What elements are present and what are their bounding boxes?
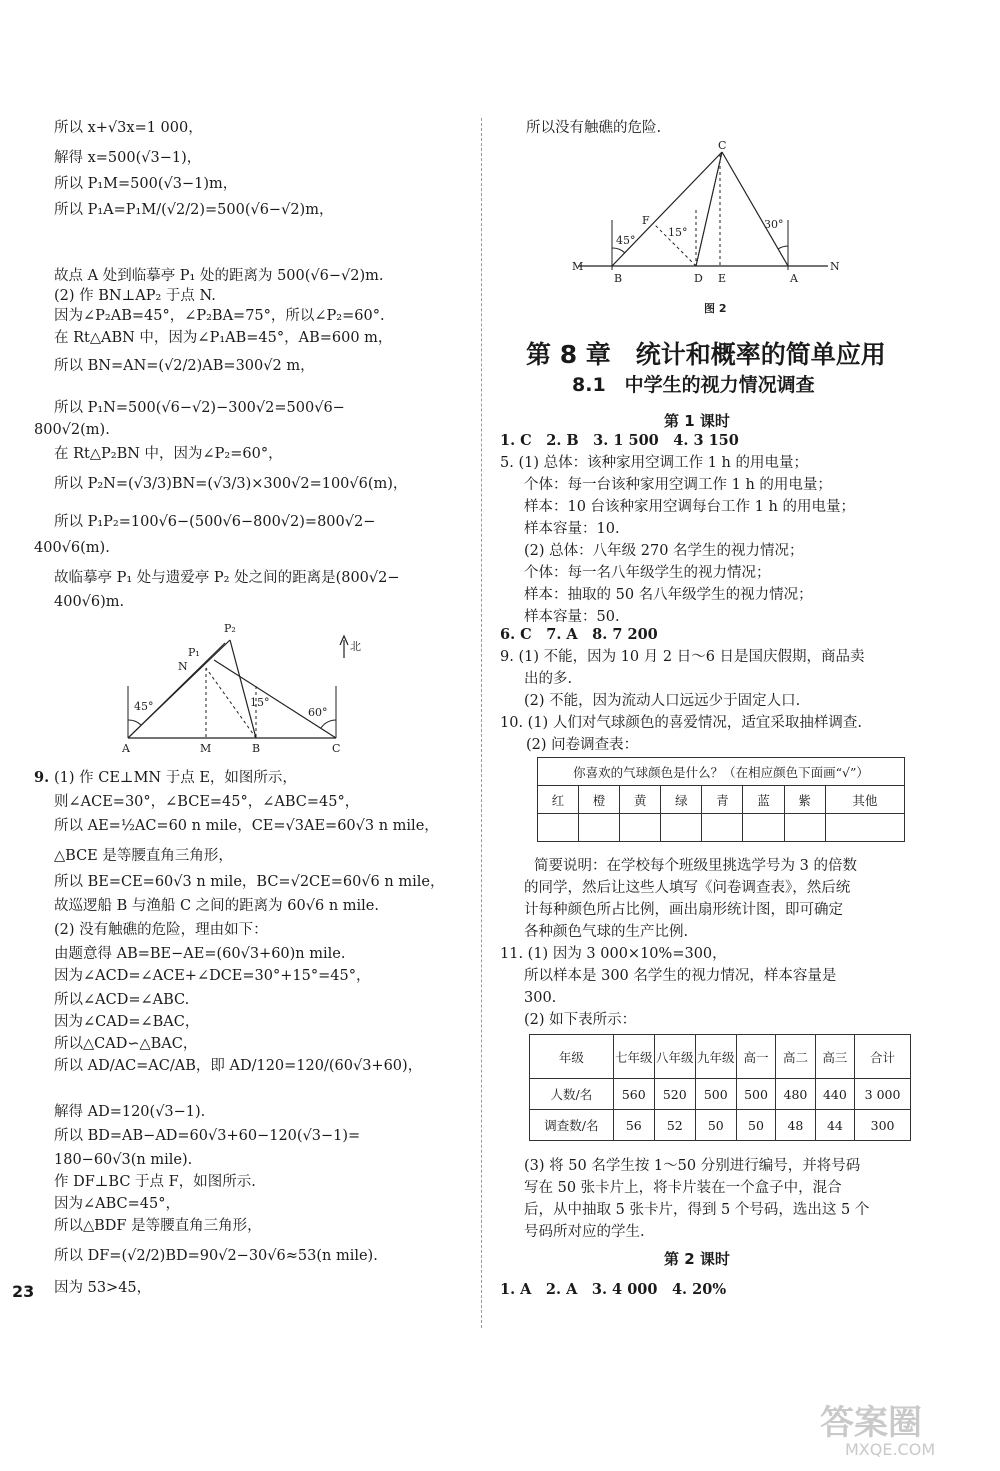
- lesson-2-answers: 1. A 2. A 3. 4 000 4. 20%: [500, 1281, 727, 1298]
- q9-solution-line: 则∠ACE=30°，∠BCE=45°，∠ABC=45°，: [54, 794, 360, 810]
- fig2-E: E: [718, 272, 727, 285]
- color-cell: 其他: [825, 786, 904, 814]
- q9-solution-line: 因为∠ACD=∠ACE+∠DCE=30°+15°=45°，: [54, 968, 371, 984]
- fig1-north: 北: [350, 640, 361, 653]
- grade-header-cell: 高二: [776, 1035, 815, 1079]
- grade-cell: 50: [695, 1110, 736, 1141]
- grade-cell: 52: [654, 1110, 695, 1141]
- solution-line: 故临摹亭 P₁ 处与遗爱亭 P₂ 处之间的距离是(800√2−: [54, 570, 400, 586]
- q5-line: 个体：每一名八年级学生的视力情况；: [524, 565, 771, 581]
- q9-solution-line: 所以 BE=CE=60√3 n mile，BC=√2CE=60√6 n mile，: [54, 874, 445, 890]
- grade-cell: 480: [776, 1079, 815, 1110]
- grade-cell: 560: [613, 1079, 654, 1110]
- q10-line: (2) 问卷调查表：: [526, 737, 639, 753]
- color-cell: 紫: [784, 786, 825, 814]
- q10-note-line: 计每种颜色所占比例，画出扇形统计图，即可确定: [524, 902, 843, 918]
- q9-solution-line: 所以△CAD∽△BAC，: [54, 1036, 198, 1052]
- q10-line: 10. (1) 人们对气球颜色的喜爱情况，适宜采取抽样调查.: [500, 715, 862, 731]
- q9-solution-line: △BCE 是等腰直角三角形，: [54, 848, 233, 864]
- solution-line: 400√6(m).: [34, 540, 110, 556]
- fig1-angle15: 15°: [250, 696, 270, 709]
- fig1-P2: P₂: [224, 622, 236, 635]
- fig1-N: N: [178, 660, 188, 673]
- fig2-N: N: [830, 260, 840, 273]
- solution-line: 所以 x+√3x=1 000，: [54, 120, 203, 136]
- answer-cell: [784, 814, 825, 842]
- q9-solution-line: 所以∠ACD=∠ABC.: [54, 992, 190, 1008]
- q5-line: 个体：每一台该种家用空调工作 1 h 的用电量；: [524, 477, 832, 493]
- answer-cell: [825, 814, 904, 842]
- fig1-B: B: [252, 742, 261, 755]
- answer-cell: [538, 814, 579, 842]
- q9-line: 9. (1) 不能，因为 10 月 2 日～6 日是国庆假期，商品卖: [500, 649, 865, 665]
- fig1-M: M: [200, 742, 212, 755]
- answer-cell: [743, 814, 784, 842]
- q5-line: 样本容量：10.: [524, 521, 620, 537]
- grade-cell: 56: [613, 1110, 654, 1141]
- fig2-C: C: [718, 140, 727, 152]
- answer-cell: [661, 814, 702, 842]
- q10-note-line: 各种颜色气球的生产比例.: [524, 924, 689, 940]
- chapter-title: 第 8 章 统计和概率的简单应用: [526, 340, 886, 369]
- q11-line: 11. (1) 因为 3 000×10%=300，: [500, 946, 727, 962]
- q9-solution-line: 所以△BDF 是等腰直角三角形，: [54, 1218, 262, 1234]
- fig2-M: M: [572, 260, 584, 273]
- figure-2: [570, 140, 850, 320]
- q10-note-line: 简要说明：在学校每个班级里挑选学号为 3 的倍数: [534, 858, 857, 874]
- grade-cell: 500: [695, 1079, 736, 1110]
- grade-header-cell: 八年级: [654, 1035, 695, 1079]
- grade-cell: 50: [736, 1110, 775, 1141]
- solution-line: 所以 P₂N=(√3/3)BN=(√3/3)×300√2=100√6(m)，: [54, 476, 408, 492]
- solution-line: 所以 P₁N=500(√6−√2)−300√2=500√6−: [54, 400, 345, 416]
- fig2-A: A: [790, 272, 798, 285]
- grade-header-cell: 高三: [815, 1035, 854, 1079]
- section-title: 8.1 中学生的视力情况调查: [572, 374, 815, 396]
- solution-line: 所以 BN=AN=(√2/2)AB=300√2 m，: [54, 358, 315, 374]
- grade-cell: 人数/名: [530, 1079, 614, 1110]
- q5-line: 样本：10 台该种家用空调每台工作 1 h 的用电量；: [524, 499, 855, 515]
- answers-6-8: 6. C 7. A 8. 7 200: [500, 626, 658, 643]
- solution-line: 在 Rt△P₂BN 中，因为∠P₂=60°，: [54, 446, 283, 462]
- solution-line: 因为∠P₂AB=45°，∠P₂BA=75°，所以∠P₂=60°.: [54, 308, 385, 324]
- answers-1-4: 1. C 2. B 3. 1 500 4. 3 150: [500, 432, 739, 449]
- question-number: 9.: [34, 769, 50, 786]
- color-cell: 黄: [620, 786, 661, 814]
- grade-cell: 调查数/名: [530, 1110, 614, 1141]
- solution-line: 400√6)m.: [54, 594, 125, 610]
- solution-line: 在 Rt△ABN 中，因为∠P₁AB=45°，AB=600 m，: [54, 330, 393, 346]
- solution-line: 所以 P₁M=500(√3−1)m，: [54, 176, 238, 192]
- color-cell: 绿: [661, 786, 702, 814]
- solution-line: (2) 作 BN⊥AP₂ 于点 N.: [54, 288, 216, 304]
- q11-part3-line: 号码所对应的学生.: [524, 1224, 645, 1240]
- q5-line: 样本：抽取的 50 名八年级学生的视力情况；: [524, 587, 813, 603]
- q9-solution-line: 因为∠CAD=∠BAC，: [54, 1014, 200, 1030]
- fig1-angle60: 60°: [308, 706, 328, 719]
- q11-part3-line: 写在 50 张卡片上，将卡片装在一个盒子中，混合: [524, 1180, 842, 1196]
- fig2-caption: 图 2: [704, 302, 727, 315]
- solution-line: 解得 x=500(√3−1)，: [54, 150, 202, 166]
- grade-cell: 48: [776, 1110, 815, 1141]
- grade-cell: 3 000: [855, 1079, 911, 1110]
- fig2-angle15: 15°: [668, 226, 688, 239]
- q11-part3-line: (3) 将 50 名学生按 1～50 分别进行编号，并将号码: [524, 1158, 861, 1174]
- q9-line: 出的多.: [524, 671, 573, 687]
- lesson-1-title: 第 1 课时: [664, 412, 730, 430]
- fig2-angle45: 45°: [616, 234, 636, 247]
- q9-solution-line: 故巡逻船 B 与渔船 C 之间的距离为 60√6 n mile.: [54, 898, 379, 914]
- solution-line: 所以 P₁A=P₁M/(√2/2)=500(√6−√2)m，: [54, 202, 334, 218]
- survey-header: 你喜欢的气球颜色是什么？（在相应颜色下面画“√”）: [538, 758, 905, 786]
- color-cell: 蓝: [743, 786, 784, 814]
- answer-cell: [702, 814, 743, 842]
- q9-solution-line: 所以 AD/AC=AC/AB，即 AD/120=120/(60√3+60)，: [54, 1058, 423, 1074]
- fig1-C: C: [332, 742, 341, 755]
- q5-line: 样本容量：50.: [524, 609, 620, 625]
- q9-solution-line: 因为 53>45，: [54, 1280, 152, 1296]
- q9-solution-line: (2) 没有触礁的危险，理由如下：: [54, 922, 268, 938]
- grade-cell: 440: [815, 1079, 854, 1110]
- fig1-P1: P₁: [188, 646, 200, 659]
- answer-cell: [620, 814, 661, 842]
- grade-cell: 300: [855, 1110, 911, 1141]
- solution-line: 800√2(m).: [34, 422, 110, 438]
- grade-header-cell: 九年级: [695, 1035, 736, 1079]
- grade-cell: 500: [736, 1079, 775, 1110]
- q9-solution-line: 由题意得 AB=BE−AE=(60√3+60)n mile.: [54, 946, 346, 962]
- solution-line: 所以 P₁P₂=100√6−(500√6−800√2)=800√2−: [54, 514, 376, 530]
- q9-line: (2) 不能，因为流动人口远远少于固定人口.: [524, 693, 801, 709]
- q11-line: 300.: [524, 990, 557, 1006]
- watermark-logo: 答案圈: [820, 1403, 922, 1443]
- color-cell: 青: [702, 786, 743, 814]
- q9-solution-line: 解得 AD=120(√3−1).: [54, 1104, 206, 1120]
- page-number: 23: [12, 1282, 35, 1301]
- q9-solution-line: 180−60√3(n mile).: [54, 1152, 193, 1168]
- color-cell: 橙: [579, 786, 620, 814]
- fig2-angle30: 30°: [764, 218, 784, 231]
- q11-part3-line: 后，从中抽取 5 张卡片，得到 5 个号码，选出这 5 个: [524, 1202, 870, 1218]
- solution-line: 故点 A 处到临摹亭 P₁ 处的距离为 500(√6−√2)m.: [54, 268, 384, 284]
- grade-header-cell: 七年级: [613, 1035, 654, 1079]
- q9-solution-line: 所以 AE=½AC=60 n mile，CE=√3AE=60√3 n mile，: [54, 818, 439, 834]
- grade-table: [529, 1034, 911, 1141]
- watermark-url: MXQE.COM: [845, 1440, 936, 1459]
- q9-solution-line: 因为∠ABC=45°，: [54, 1196, 180, 1212]
- q11-line: 所以样本是 300 名学生的视力情况，样本容量是: [524, 968, 837, 984]
- color-cell: 红: [538, 786, 579, 814]
- grade-header-cell: 年级: [530, 1035, 614, 1079]
- grade-header-cell: 合计: [855, 1035, 911, 1079]
- fig2-B: B: [614, 272, 623, 285]
- q9-solution-line: 所以 BD=AB−AD=60√3+60−120(√3−1)=: [54, 1128, 361, 1144]
- grade-header-cell: 高一: [736, 1035, 775, 1079]
- q9-solution-line: (1) 作 CE⊥MN 于点 E，如图所示，: [54, 770, 297, 786]
- q11-line: (2) 如下表所示：: [524, 1012, 637, 1028]
- right-top-line: 所以没有触礁的危险.: [526, 120, 662, 136]
- answer-cell: [579, 814, 620, 842]
- grade-cell: 520: [654, 1079, 695, 1110]
- lesson-2-title: 第 2 课时: [664, 1250, 730, 1268]
- survey-table: [537, 757, 905, 842]
- q5-line: 5. (1) 总体：该种家用空调工作 1 h 的用电量；: [500, 455, 808, 471]
- fig1-angle45: 45°: [134, 700, 154, 713]
- q9-solution-line: 作 DF⊥BC 于点 F，如图所示.: [54, 1174, 256, 1190]
- fig1-A: A: [122, 742, 130, 755]
- column-divider: [481, 118, 482, 1328]
- q5-line: (2) 总体：八年级 270 名学生的视力情况；: [524, 543, 804, 559]
- q10-note-line: 的同学，然后让这些人填写《问卷调查表》，然后统: [524, 880, 851, 896]
- fig2-D: D: [694, 272, 703, 285]
- figure-1: [118, 618, 378, 758]
- fig2-F: F: [642, 214, 650, 227]
- grade-cell: 44: [815, 1110, 854, 1141]
- q9-solution-line: 所以 DF=(√2/2)BD=90√2−30√6≈53(n mile).: [54, 1248, 378, 1264]
